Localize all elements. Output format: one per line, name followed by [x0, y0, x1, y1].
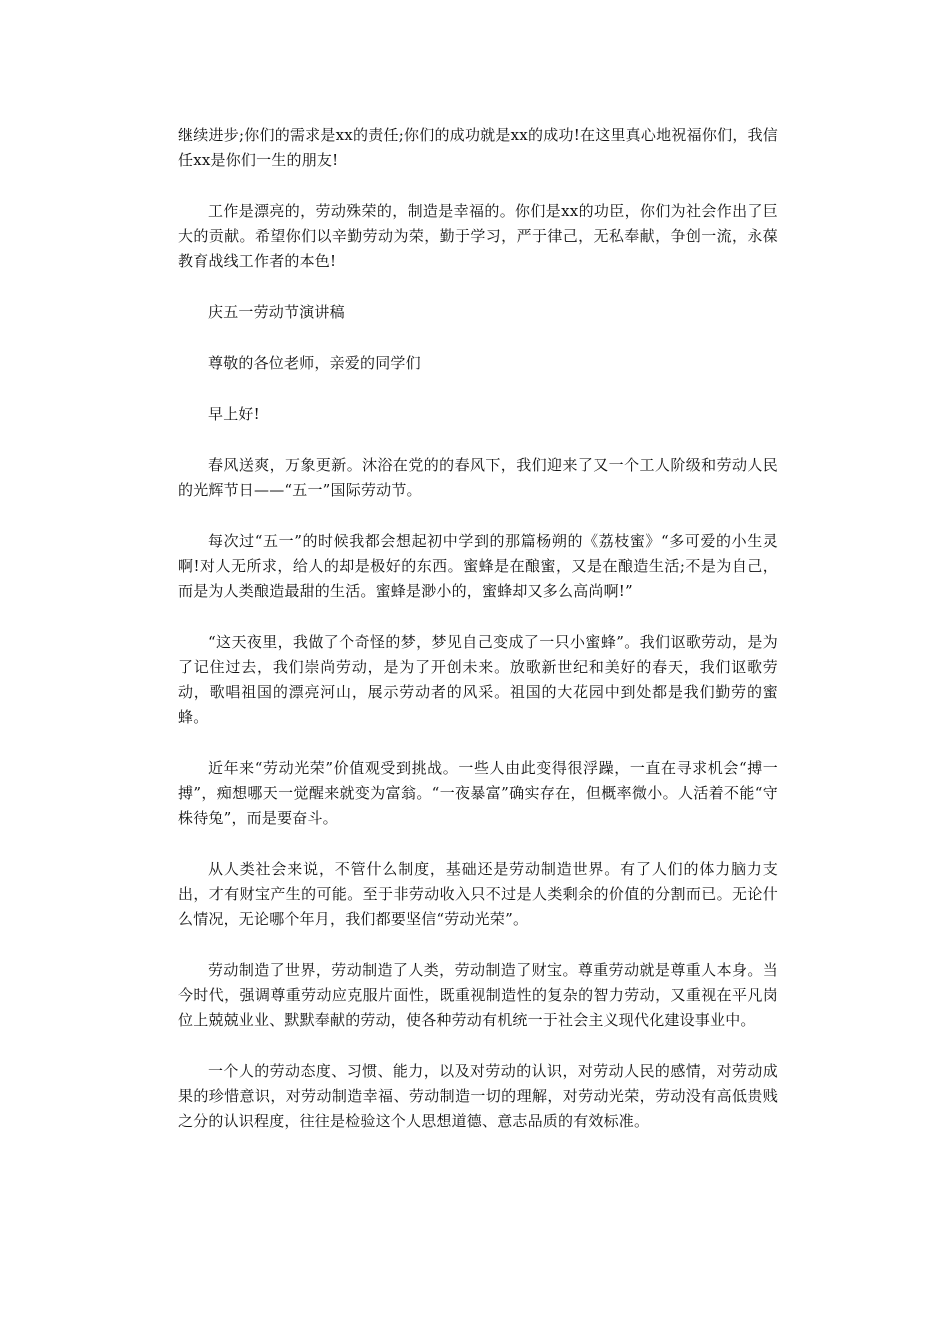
paragraph-continuation: 继续进步;你们的需求是xx的责任;你们的成功就是xx的成功!在这里真心地祝福你们，我信任xx是你们一生的朋友! [178, 126, 778, 169]
paragraph: 近年来“劳动光荣”价值观受到挑战。一些人由此变得很浮躁，一直在寻求机会“搏一搏”，痴想哪天一觉醒来就变为富翁。“一夜暴富”确实存在，但概率微小。人活着不能“守株待兔”，而是要奋斗。 [178, 759, 778, 827]
paragraph: 从人类社会来说，不管什么制度，基础还是劳动制造世界。有了人们的体力脑力支出，才有财宝产生的可能。至于非劳动收入只不过是人类剩余的价值的分割而已。无论什么情况，无论哪个年月，我们都要坚信“劳动光荣”。 [178, 860, 778, 928]
paragraph: 春风送爽，万象更新。沐浴在党的的春风下，我们迎来了又一个工人阶级和劳动人民的光辉节日——“五一”国际劳动节。 [178, 456, 778, 499]
paragraph: 一个人的劳动态度、习惯、能力，以及对劳动的认识，对劳动人民的感情，对劳动成果的珍惜意识，对劳动制造幸福、劳动制造一切的理解，对劳动光荣，劳动没有高低贵贱之分的认识程度，往往是检验这个人思想道德、意志品质的有效标准。 [178, 1062, 778, 1130]
paragraph: “这天夜里，我做了个奇怪的梦，梦见自己变成了一只小蜜蜂”。我们讴歌劳动，是为了记住过去，我们崇尚劳动，是为了开创未来。放歌新世纪和美好的春天，我们讴歌劳动，歌唱祖国的漂亮河山，展示劳动者的风采。祖国的大花园中到处都是我们勤劳的蜜蜂。 [178, 633, 778, 726]
salutation: 尊敬的各位老师，亲爱的同学们 [208, 354, 421, 372]
speech-title: 庆五一劳动节演讲稿 [208, 303, 345, 321]
paragraph: 工作是漂亮的，劳动殊荣的，制造是幸福的。你们是xx的功臣，你们为社会作出了巨大的贡献。希望你们以辛勤劳动为荣，勤于学习，严于律己，无私奉献，争创一流，永葆教育战线工作者的本色! [178, 202, 778, 270]
document-body [178, 123, 778, 1160]
paragraph: 每次过“五一”的时候我都会想起初中学到的那篇杨朔的《荔枝蜜》“多可爱的小生灵啊!对人无所求，给人的却是极好的东西。蜜蜂是在酿蜜，又是在酿造生活;不是为自己，而是为人类酿造最甜的生活。蜜蜂是渺小的，蜜蜂却又多么高尚啊!” [178, 532, 778, 600]
paragraph: 劳动制造了世界，劳动制造了人类，劳动制造了财宝。尊重劳动就是尊重人本身。当今时代，强调尊重劳动应克服片面性，既重视制造性的复杂的智力劳动，又重视在平凡岗位上兢兢业业、默默奉献的劳动，使各种劳动有机统一于社会主义现代化建设事业中。 [178, 961, 778, 1029]
greeting: 早上好! [208, 405, 260, 423]
